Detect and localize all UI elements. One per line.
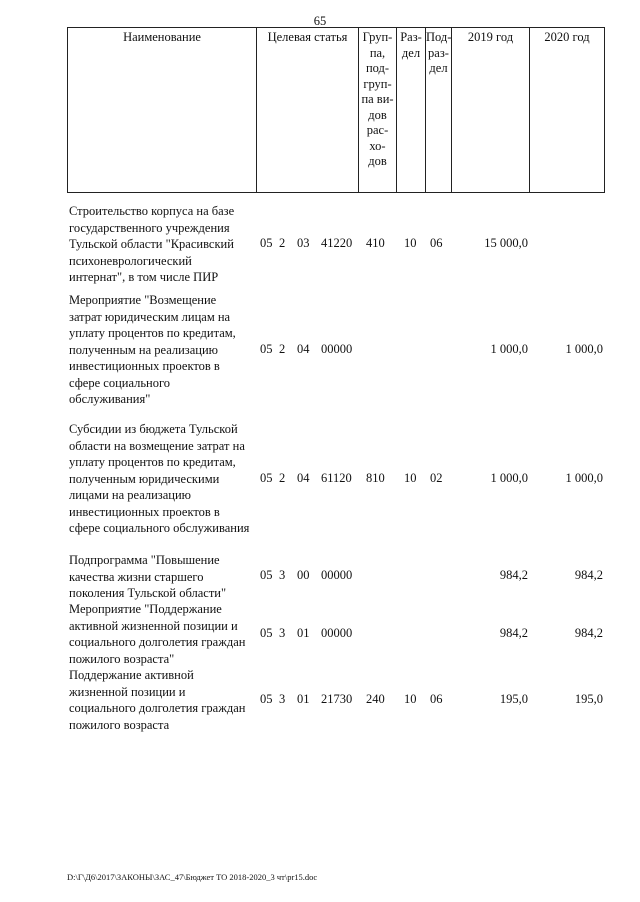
row-amount-2020: 1 000,0 <box>565 342 603 356</box>
row-direction-code: 00000 <box>321 568 353 582</box>
row-amount-2020: 984,2 <box>574 568 603 582</box>
row-direction-code: 61120 <box>321 471 352 485</box>
row-name: Субсидии из бюджета Тульской области на возмещение затрат на уплату процентов по кредитам, полученным юридическими лицами на реализацию инвестиционных проектов в сфере социального обслуживания <box>69 422 250 535</box>
row-amount-2020: 195,0 <box>574 692 603 706</box>
row-program-code: 05 <box>260 692 273 706</box>
row-amount-2020: 1 000,0 <box>565 471 603 485</box>
row-subprogram-code: 3 <box>279 626 286 640</box>
row-program-code: 05 <box>260 568 273 582</box>
header-expense-group: Груп- па, под- груп- па ви- дов рас- хо- дов <box>359 28 397 192</box>
row-amount-2019: 1 000,0 <box>490 471 528 485</box>
row-subprogram-code: 2 <box>279 471 286 485</box>
row-name: Поддержание активной жизненной позиции и социального долголетия граждан пожилого возраста <box>69 668 246 732</box>
row-subprogram-code: 2 <box>279 236 286 250</box>
row-amount-2019: 1 000,0 <box>490 342 528 356</box>
row-main-event-code: 01 <box>297 626 310 640</box>
row-expense-group: 810 <box>366 471 385 485</box>
table-row <box>67 601 605 667</box>
table-row <box>67 552 605 602</box>
row-section: 10 <box>404 692 417 706</box>
header-year-2020: 2020 год <box>544 30 590 44</box>
row-name: Строительство корпуса на базе государственного учреждения Тульской области "Красивский психоневрологический интернат", в том числе ПИР <box>69 204 235 284</box>
row-main-event-code: 01 <box>297 692 310 706</box>
row-expense-group: 240 <box>366 692 385 706</box>
row-direction-code: 00000 <box>321 626 353 640</box>
row-name: Подпрограмма "Повышение качества жизни старшего поколения Тульской области" <box>69 553 227 600</box>
row-subprogram-code: 2 <box>279 342 286 356</box>
row-main-event-code: 04 <box>297 342 310 356</box>
row-program-code: 05 <box>260 626 273 640</box>
page-number: 65 <box>313 14 327 28</box>
table-header <box>67 27 605 193</box>
row-main-event-code: 03 <box>297 236 310 250</box>
row-amount-2020: 984,2 <box>574 626 603 640</box>
row-name: Мероприятие "Поддержание активной жизненной позиции и социального долголетия граждан пожилого возраста" <box>69 602 246 666</box>
table-row <box>67 292 605 410</box>
row-amount-2019: 984,2 <box>499 626 528 640</box>
row-program-code: 05 <box>260 342 273 356</box>
row-direction-code: 00000 <box>321 342 353 356</box>
row-name: Мероприятие "Возмещение затрат юридическим лицам на уплату процентов по кредитам, полученным на реализацию инвестиционных проектов в сфере социального обслуживания" <box>69 293 236 406</box>
row-direction-code: 21730 <box>321 692 353 706</box>
header-name: Наименование <box>68 28 257 192</box>
row-program-code: 05 <box>260 471 273 485</box>
row-main-event-code: 00 <box>297 568 310 582</box>
table-row <box>67 203 605 287</box>
footer-file-path: D:\Г\Д6\2017\ЗАКОНЫ\ЗАС_47\Бюджет ТО 2018-2020_3 чт\pr15.doc <box>67 872 318 882</box>
row-section: 10 <box>404 471 417 485</box>
header-target-article: Целевая статья <box>257 28 359 192</box>
header-subsection: Под- раз- дел <box>426 28 452 192</box>
table-row <box>67 667 605 733</box>
header-year-2019: 2019 год <box>452 28 530 192</box>
row-subsection: 06 <box>430 236 443 250</box>
row-amount-2019: 984,2 <box>499 568 528 582</box>
row-direction-code: 41220 <box>321 236 353 250</box>
row-program-code: 05 <box>260 236 273 250</box>
row-section: 10 <box>404 236 417 250</box>
table-row <box>67 421 605 539</box>
row-subsection: 06 <box>430 692 443 706</box>
row-subsection: 02 <box>430 471 443 485</box>
row-subprogram-code: 3 <box>279 692 286 706</box>
row-main-event-code: 04 <box>297 471 310 485</box>
header-section: Раз- дел <box>397 28 426 192</box>
row-subprogram-code: 3 <box>279 568 286 582</box>
row-amount-2019: 15 000,0 <box>484 236 528 250</box>
row-expense-group: 410 <box>366 236 385 250</box>
row-amount-2019: 195,0 <box>499 692 528 706</box>
